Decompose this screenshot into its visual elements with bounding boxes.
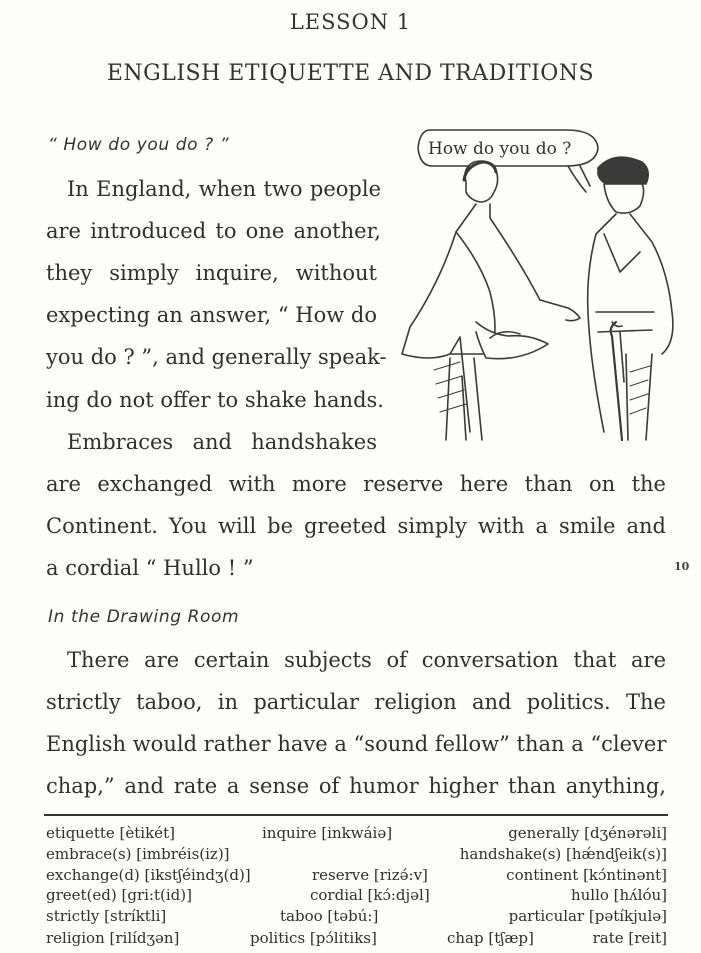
glossary-entry: rate [reit]	[592, 929, 667, 947]
glossary-entry: strictly [stríktli]	[46, 907, 167, 925]
footnote-divider	[44, 814, 668, 816]
glossary-entry: chap [tʃæp]	[447, 929, 534, 947]
glossary-entry: exchange(d) [ikstʃéindʒ(d)]	[46, 866, 251, 884]
text-line: chap,” and rate a sense of humor higher than anything,	[46, 774, 666, 798]
glossary-entry: politics [pɔ́litiks]	[250, 929, 377, 947]
text-line: There are certain subjects of conversation that are	[67, 648, 666, 672]
glossary-entry: handshake(s) [hǽndʃeik(s)]	[459, 845, 667, 863]
glossary-entry: particular [pətíkjulə]	[508, 907, 667, 925]
glossary-entry: greet(ed) [gri:t(id)]	[46, 886, 192, 904]
text-line: Embraces and handshakes	[67, 430, 377, 454]
glossary-entry: embrace(s) [imbréis(iz)]	[46, 845, 230, 863]
glossary-entry: inquire [inkwáiə]	[262, 824, 393, 842]
text-line: strictly taboo, in particular religion and politics. The	[46, 690, 666, 714]
glossary-entry: reserve [rizə́:v]	[312, 866, 428, 884]
handshake-illustration	[390, 122, 690, 447]
page-title: ENGLISH ETIQUETTE AND TRADITIONS	[106, 61, 595, 86]
text-line: they simply inquire, without	[46, 261, 377, 285]
text-line: English would rather have a “sound fellow” than a “clever	[46, 732, 667, 756]
lesson-number: LESSON 1	[289, 10, 412, 34]
section-heading-how-do-you-do: “ How do you do ? ”	[48, 135, 230, 155]
glossary-entry: generally [dʒénərəli]	[508, 824, 667, 842]
glossary-entry: taboo [təbú:]	[280, 907, 379, 925]
speech-bubble-text: How do you do ?	[428, 139, 572, 159]
text-line: a cordial “ Hullo ! ”	[46, 556, 254, 580]
text-line: expecting an answer, “ How do	[46, 303, 377, 327]
text-line: are introduced to one another,	[46, 219, 381, 243]
glossary-entry: cordial [kɔ́:djəl]	[310, 886, 430, 904]
glossary-entry: etiquette [ètikét]	[46, 824, 175, 842]
section-heading-drawing-room: In the Drawing Room	[48, 607, 240, 627]
glossary-entry: hullo [hʌ́lóu]	[570, 886, 667, 904]
text-line: Continent. You will be greeted simply with a smile and	[46, 514, 666, 538]
text-line: are exchanged with more reserve here than on the	[46, 472, 666, 496]
glossary-entry: religion [rilídʒən]	[46, 929, 180, 947]
text-line: you do ? ”, and generally speak-	[46, 345, 387, 369]
glossary-entry: continent [kɔ́ntinənt]	[506, 866, 667, 884]
text-line: ing do not offer to shake hands.	[46, 388, 384, 412]
text-line: In England, when two people	[67, 177, 381, 201]
page-number: 10	[674, 560, 690, 573]
